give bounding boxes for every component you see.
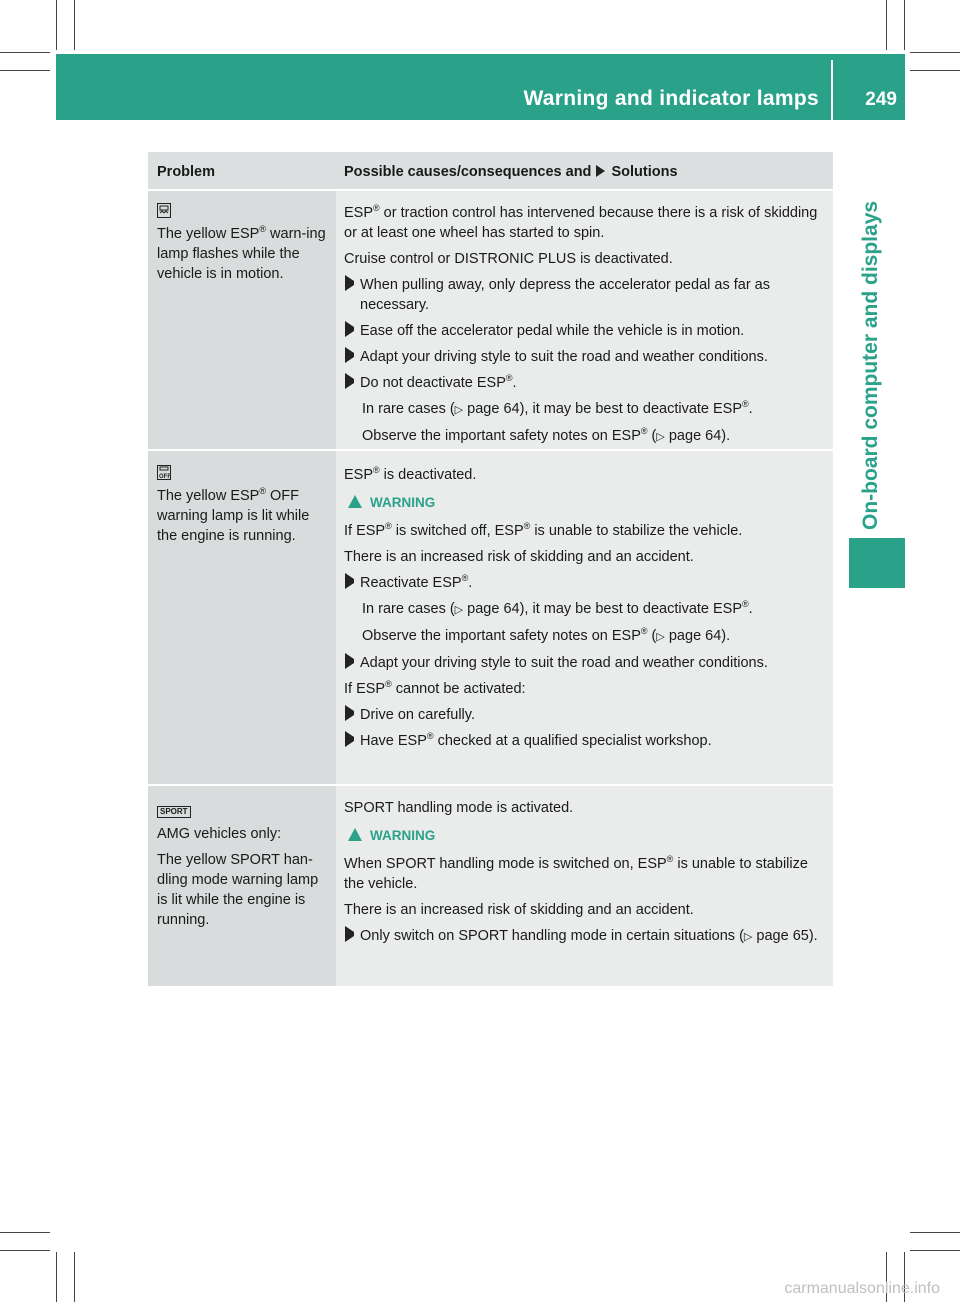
- esp-warning-lamp-icon: [157, 203, 171, 218]
- page-ref-icon[interactable]: ▷: [454, 404, 464, 416]
- list-item: Drive on carefully.: [344, 705, 827, 725]
- section-side-tab: [849, 122, 905, 530]
- problem-cell: OFF The yellow ESP® OFF warning lamp is lit while the engine is running.: [148, 451, 336, 784]
- bullet-icon: [345, 373, 354, 389]
- solution-cell: ESP® or traction control has intervened because there is a risk of skidding or at least one wheel has started to spin. Cruise control or DISTRONIC PLUS is deactivated. When pulling away, only depress the accelerator pedal as far as necessary. Ease off the accelerator pedal while the vehicle is in motion. Adapt your driving style to suit the road and weather conditions. Do not deactivate ESP®. In rare cases (▷ page 64), it may be best to deactivate ESP®. Observe the important safety notes on ESP® (▷ page 64).: [336, 191, 833, 449]
- crop-mark: [910, 1232, 960, 1233]
- crop-mark: [56, 0, 57, 50]
- bullet-icon: [345, 347, 354, 363]
- page-ref-icon[interactable]: ▷: [656, 631, 665, 643]
- crop-mark: [0, 1232, 50, 1233]
- table-row: [148, 784, 833, 986]
- list-item: Have ESP® checked at a qualified specialist workshop.: [344, 731, 827, 751]
- page-ref-icon[interactable]: ▷: [454, 604, 464, 616]
- crop-mark: [910, 70, 960, 71]
- svg-text:OFF: OFF: [159, 474, 170, 479]
- table-row: [148, 189, 833, 449]
- problem-cell: The yellow ESP® warn-ing lamp flashes while the vehicle is in motion.: [148, 191, 336, 449]
- bullet-icon: [345, 321, 354, 337]
- crop-mark: [910, 52, 960, 53]
- arrow-icon: [596, 165, 605, 177]
- bullet-icon: [345, 275, 354, 291]
- watermark: carmanualsonline.info: [784, 1280, 940, 1297]
- column-header-problem: Problem: [157, 164, 216, 180]
- crop-mark: [74, 1252, 75, 1302]
- crop-mark: [0, 70, 50, 71]
- list-item: Reactivate ESP®.: [344, 573, 827, 593]
- crop-mark: [74, 0, 75, 50]
- bullet-icon: [345, 926, 354, 942]
- bullet-icon: [345, 731, 354, 747]
- list-item: Adapt your driving style to suit the road and weather conditions.: [344, 347, 827, 367]
- column-header-solutions: Possible causes/consequences and Solutions: [344, 164, 678, 180]
- list-item: Only switch on SPORT handling mode in certain situations (▷ page 65).: [344, 926, 827, 947]
- bullet-icon: [345, 653, 354, 669]
- warning-label: WARNING: [348, 493, 827, 513]
- solution-cell: ESP® is deactivated. WARNING If ESP® is switched off, ESP® is unable to stabilize the vehicle. There is an increased risk of skidding and an accident. Reactivate ESP®. In rare cases (▷ page 64), it may be best to deactivate ESP®. Observe the important safety notes on ESP® (▷ page 64). Adapt your driving style to suit the road and weather conditions. If ESP® cannot be activated: Drive on carefully. Have ESP® checked at a qualified specialist workshop.: [336, 451, 833, 784]
- crop-mark: [910, 1250, 960, 1251]
- bullet-icon: [345, 573, 354, 589]
- section-marker: [849, 538, 905, 588]
- solution-cell: SPORT handling mode is activated. WARNING When SPORT handling mode is switched on, ESP® is unable to stabilize the vehicle. There is an increased risk of skidding and an accident. Only switch on SPORT handling mode in certain situations (▷ page 65).: [336, 786, 833, 986]
- crop-mark: [886, 0, 887, 50]
- bullet-icon: [345, 705, 354, 721]
- header-divider: [831, 60, 833, 120]
- esp-off-lamp-icon: [157, 465, 171, 480]
- crop-mark: [56, 1252, 57, 1302]
- sport-mode-lamp-icon: SPORT: [157, 806, 191, 818]
- warning-label: WARNING: [348, 826, 827, 846]
- warning-triangle-icon: [348, 495, 362, 508]
- crop-mark: [904, 0, 905, 50]
- page-ref-icon[interactable]: ▷: [656, 431, 665, 443]
- list-item: Do not deactivate ESP®.: [344, 373, 827, 393]
- page-title: Warning and indicator lamps: [523, 87, 819, 110]
- table-header: [148, 152, 833, 189]
- list-item: When pulling away, only depress the accelerator pedal as far as necessary.: [344, 275, 827, 315]
- crop-mark: [0, 1250, 50, 1251]
- problem-cell: SPORT AMG vehicles only: The yellow SPORT han-dling mode warning lamp is lit while the engine is running.: [148, 786, 336, 986]
- page-ref-icon[interactable]: ▷: [743, 931, 753, 943]
- warning-lamps-table: [148, 152, 833, 986]
- page-number: 249: [865, 89, 897, 110]
- warning-triangle-icon: [348, 828, 362, 841]
- table-row: [148, 449, 833, 784]
- list-item: Adapt your driving style to suit the road and weather conditions.: [344, 653, 827, 673]
- list-item: Ease off the accelerator pedal while the vehicle is in motion.: [344, 321, 827, 341]
- section-label: On-board computer and displays: [859, 200, 882, 530]
- page-header: [56, 54, 905, 120]
- crop-mark: [0, 52, 50, 53]
